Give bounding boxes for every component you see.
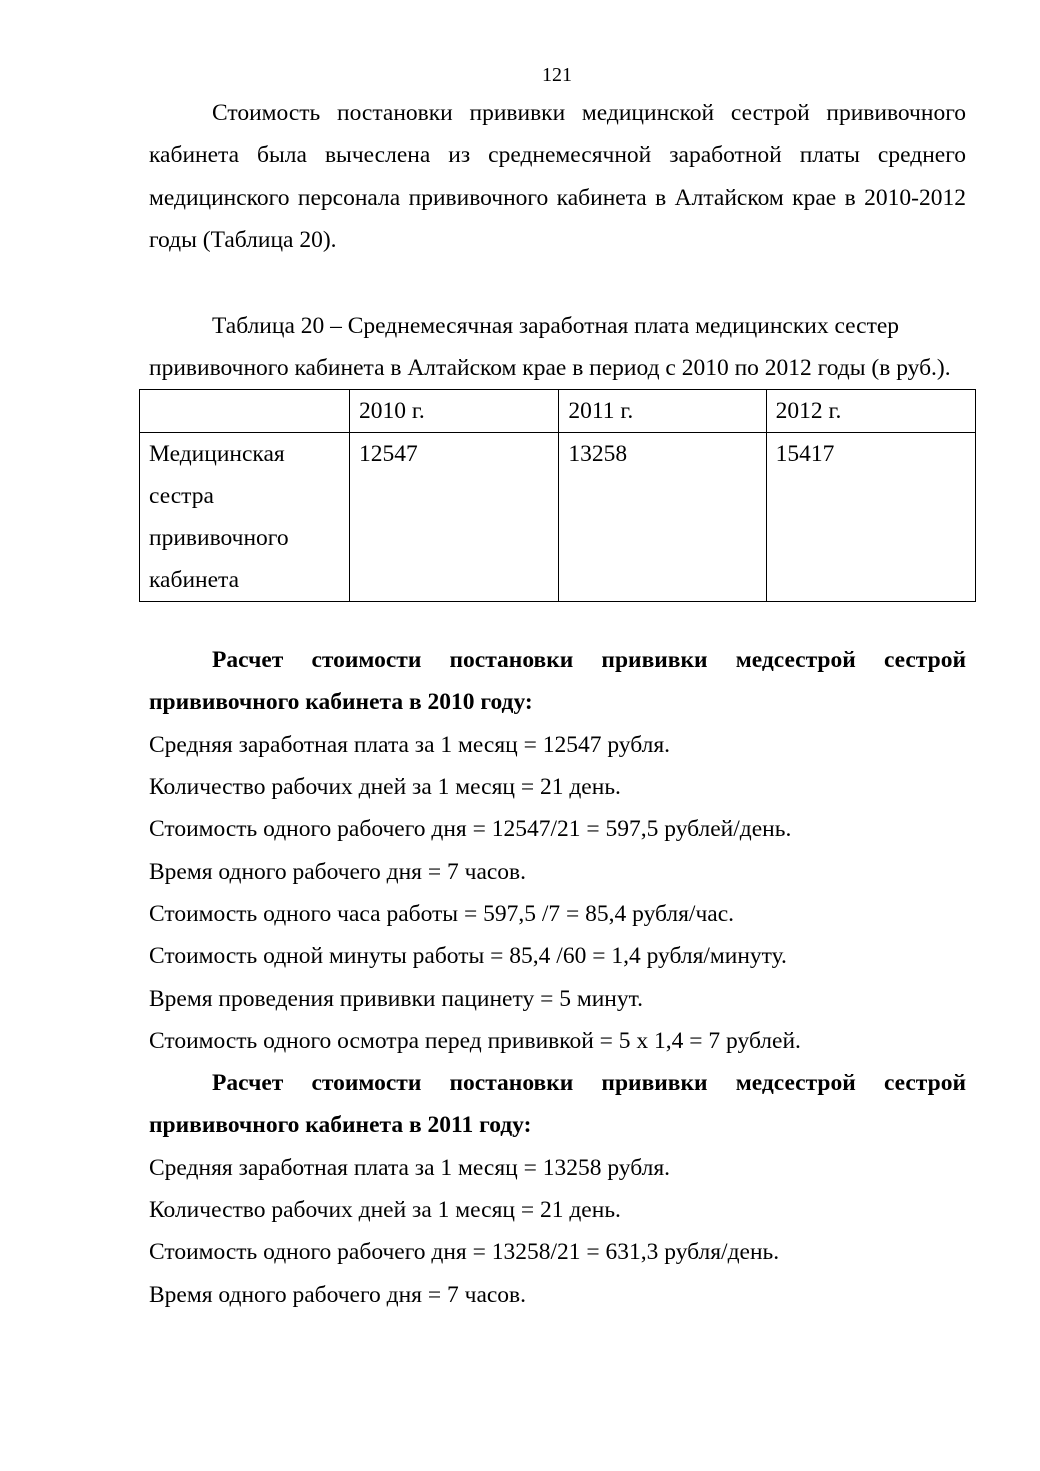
calc-line: Время одного рабочего дня = 7 часов. — [149, 858, 527, 885]
table-cell: 15417 — [766, 433, 975, 602]
table-cell: 12547 — [350, 433, 559, 602]
calc-line: Стоимость одного часа работы = 597,5 /7 = 85,4 рубля/час. — [149, 900, 734, 927]
calc-line: Стоимость одного рабочего дня = 13258/21 = 631,3 рубля/день. — [149, 1239, 780, 1266]
table-row — [140, 433, 976, 602]
page-number: 121 — [542, 64, 572, 86]
table-cell: 13258 — [559, 433, 766, 602]
table-header-cell: 2011 г. — [559, 390, 766, 433]
calc-line: Стоимость одного осмотра перед прививкой = 5 х 1,4 = 7 рублей. — [149, 1027, 801, 1054]
table-header-cell — [140, 390, 350, 433]
calc-line: Средняя заработная плата за 1 месяц = 13258 рубля. — [149, 1154, 671, 1181]
calc-line: Время проведения прививки пацинету = 5 минут. — [149, 985, 643, 1012]
table-header-cell: 2012 г. — [766, 390, 975, 433]
table-header-cell: 2010 г. — [350, 390, 559, 433]
calc-line: Средняя заработная плата за 1 месяц = 12547 рубля. — [149, 731, 671, 758]
table-header-row — [140, 390, 976, 433]
calc-line: Количество рабочих дней за 1 месяц = 21 день. — [149, 1197, 621, 1224]
calc-line: Количество рабочих дней за 1 месяц = 21 день. — [149, 774, 621, 801]
table-caption: Таблица 20 – Среднемесячная заработная плата медицинских сестер прививочного кабинета в Алтайском крае в период с 2010 по 2012 годы (в руб.). — [149, 313, 951, 382]
section-heading-2010: Расчет стоимости постановки прививки медсестрой сестрой прививочного кабинета в 2010 году: — [149, 647, 966, 716]
intro-paragraph: Стоимость постановки прививки медицинской сестрой прививочного кабинета была вычеслена из среднемесячной заработной платы среднего медицинского персонала прививочного кабинета в Алтайском крае в 2010-2012 годы (Таблица 20). — [149, 100, 966, 253]
salary-table — [139, 389, 976, 602]
table-row-label: Медицинская сестра прививочного кабинета — [140, 433, 350, 602]
document-body — [149, 92, 966, 1316]
calc-line: Стоимость одного рабочего дня = 12547/21 = 597,5 рублей/день. — [149, 816, 792, 843]
calc-line: Стоимость одной минуты работы = 85,4 /60 = 1,4 рубля/минуту. — [149, 943, 787, 970]
section-heading-2011: Расчет стоимости постановки прививки медсестрой сестрой прививочного кабинета в 2011 году: — [149, 1070, 966, 1139]
calc-line: Время одного рабочего дня = 7 часов. — [149, 1281, 527, 1308]
